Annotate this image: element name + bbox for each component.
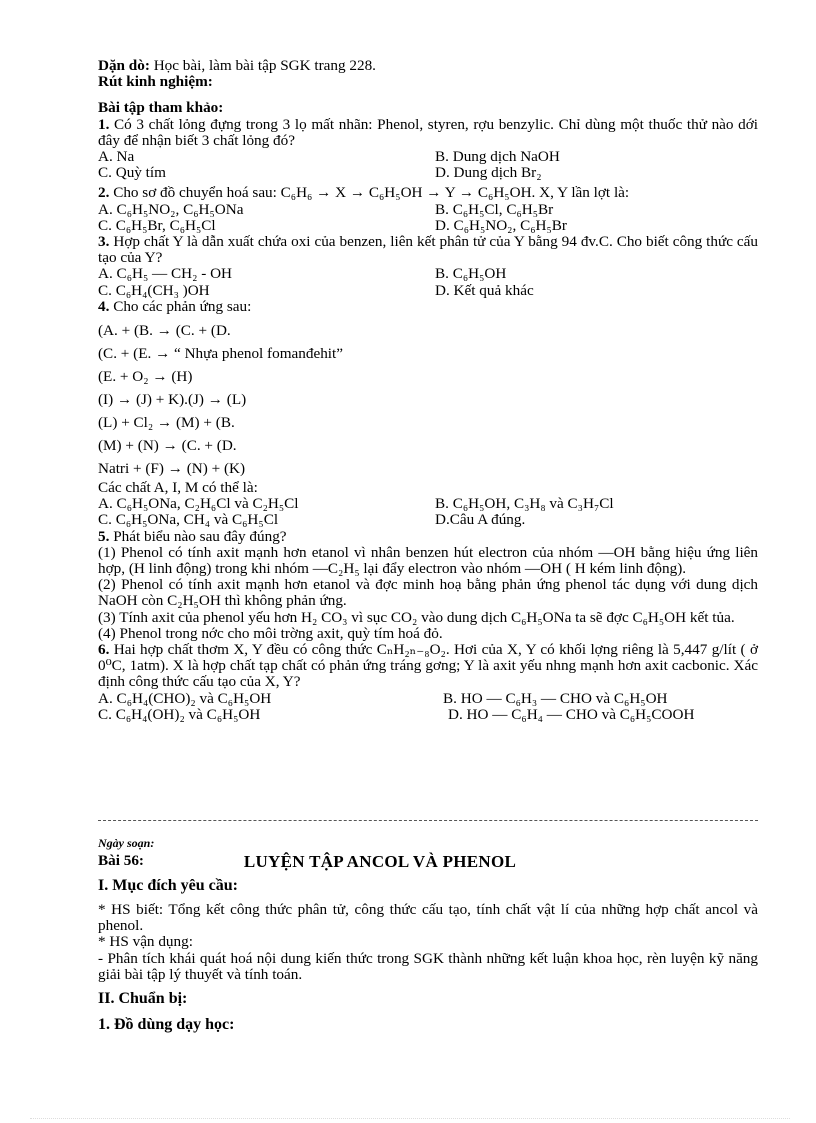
question-number: 5. bbox=[98, 527, 110, 545]
question-text: Phát biểu nào sau đây đúng? bbox=[109, 527, 287, 545]
question-number: 4. bbox=[98, 297, 110, 315]
answer-d: D. Kết quả khác bbox=[435, 281, 534, 299]
lesson-body bbox=[98, 876, 758, 1035]
date-prepared-label: Ngày soạn: bbox=[98, 836, 155, 850]
answer-row bbox=[98, 283, 758, 299]
answer-c: C. C₆H₄(CH₃ )OH bbox=[98, 281, 210, 299]
answer-a: A. C₆H₅ONa, C₂H₆Cl và C₂H₅Cl bbox=[98, 495, 299, 513]
answer-a: A. C₆H₅ — CH₂ - OH bbox=[98, 265, 233, 283]
question-text: Hai hợp chất thơm X, Y đều có công thức CₙH₂ₙ₋₈O₂. Hơi của X, Y có khối lợng riêng là 5,447 g/lít ( ở 0⁰C, 1atm). X là hợp chất tạp chất có phản ứng tráng gơng; Y là axit yếu nhng mạnh hơn axit cacbonic. Xác định công thức cấu tạo của X, Y? bbox=[98, 640, 758, 691]
section-divider bbox=[98, 820, 758, 821]
objective-apply-detail: - Phân tích khái quát hoá nội dung kiến thức trong SGK thành những kết luận khoa học, rèn luyện kỹ năng giải bài tập lý thuyết và tính toán. bbox=[98, 949, 758, 983]
question-number: 2. bbox=[98, 184, 110, 202]
exercise-heading: Bài tập tham khảo: bbox=[98, 99, 224, 117]
section-preparation: II. Chuẩn bị: bbox=[98, 990, 188, 1008]
question-3 bbox=[98, 234, 758, 266]
answer-row bbox=[98, 691, 758, 707]
dan-do-text: Học bài, làm bài tập SGK trang 228. bbox=[149, 57, 376, 74]
answer-d: D. Dung dịch Br₂ bbox=[435, 164, 542, 182]
answer-c: C. Quỳ tím bbox=[98, 164, 166, 182]
answer-d: D. C₆H₅NO₂, C₆H₅Br bbox=[435, 216, 567, 234]
question-text: Hợp chất Y là dẫn xuất chứa oxi của benzen, liên kết phân tử của Y bằng 94 đv.C. Cho biết công thức cấu tạo của Y? bbox=[98, 232, 758, 267]
question-1 bbox=[98, 117, 758, 149]
question-number: 1. bbox=[98, 115, 110, 133]
answer-b: B. Dung dịch NaOH bbox=[435, 148, 560, 166]
reaction-line: (A. + (B. → (C. + (D. bbox=[98, 321, 231, 339]
answer-c: C. C₆H₄(OH)₂ và C₆H₅OH bbox=[98, 705, 261, 723]
statement-2: (2) Phenol có tính axit mạnh hơn etanol và đợc minh hoạ bằng phản ứng phenol tác dụng với dung dịch NaOH còn C₂H₅OH thì không phản ứng. bbox=[98, 576, 758, 610]
question-6 bbox=[98, 642, 758, 691]
question-text: Có 3 chất lỏng đựng trong 3 lọ mất nhãn: Phenol, styren, rợu benzylic. Chỉ dùng một thuốc thử nào dới đây để nhận biết 3 chất lỏng đó? bbox=[98, 115, 758, 149]
statement-1: (1) Phenol có tính axit mạnh hơn etanol vì nhân benzen hút electron của nhóm —OH bằng hiệu ứng liên hợp, (H linh động) trong khi nhóm —C₂H₅ lại đẩy electron vào nhóm —OH ( H kém linh động). bbox=[98, 543, 758, 577]
answer-row bbox=[98, 512, 758, 528]
question-2 bbox=[98, 185, 758, 201]
reaction-line: (C. + (E. → “ Nhựa phenol fomanđehit” bbox=[98, 344, 343, 362]
answer-c: C. C₆H₅Br, C₆H₅Cl bbox=[98, 216, 216, 234]
answer-b: B. C₆H₅OH bbox=[435, 265, 507, 283]
page-bottom-border bbox=[30, 1118, 790, 1119]
answer-d: D.Câu A đúng. bbox=[435, 511, 526, 529]
reaction-line: Natri + (F) → (N) + (K) bbox=[98, 459, 246, 477]
answer-row bbox=[98, 218, 758, 234]
answer-b: B. C₆H₅OH, C₃H₈ và C₃H₇Cl bbox=[435, 495, 614, 513]
answer-row bbox=[98, 202, 758, 218]
experience-heading: Rút kinh nghiệm: bbox=[98, 73, 213, 91]
answer-row bbox=[98, 707, 758, 723]
question-text: Cho sơ đồ chuyển hoá sau: C₆H₆ → X → C₆H₅OH → Y → C₆H₅OH. X, Y lần lợt là: bbox=[109, 184, 630, 202]
dan-do-label: Dặn dò: bbox=[98, 57, 150, 74]
answer-a: A. C₆H₄(CHO)₂ và C₆H₅OH bbox=[98, 689, 272, 707]
lesson-title: LUYỆN TẬP ANCOL VÀ PHENOL bbox=[243, 852, 517, 871]
objective-know: * HS biết: Tổng kết công thức phân tử, công thức cấu tạo, tính chất vật lí của những hợp chất ancol và phenol. bbox=[98, 901, 758, 935]
section-teaching-tools: 1. Đồ dùng dạy học: bbox=[98, 1016, 235, 1034]
answer-b: B. C₆H₅Cl, C₆H₅Br bbox=[435, 200, 554, 218]
reaction-line: (E. + O₂ → (H) bbox=[98, 367, 193, 385]
document-body bbox=[98, 58, 758, 723]
lesson-number: Bài 56: bbox=[98, 852, 144, 869]
answer-d: D. HO — C₆H₄ — CHO và C₆H₅COOH bbox=[448, 705, 695, 723]
objective-apply: * HS vận dụng: bbox=[98, 933, 193, 951]
answer-a: A. Na bbox=[98, 148, 135, 166]
answer-row bbox=[98, 266, 758, 282]
answer-c: C. C₆H₅ONa, CH₄ và C₆H₅Cl bbox=[98, 511, 279, 529]
statement-3: (3) Tính axit của phenol yếu hơn H₂ CO₃ vì sục CO₂ vào dung dịch C₆H₅ONa ta sẽ đợc C₆H₅OH kết tủa. bbox=[98, 608, 735, 626]
answer-b: B. HO — C₆H₃ — CHO và C₆H₅OH bbox=[443, 689, 668, 707]
question-4-prompt: Các chất A, I, M có thể là: bbox=[98, 478, 258, 496]
reaction-line: (I) → (J) + K).(J) → (L) bbox=[98, 390, 247, 408]
reaction-line: (L) + Cl₂ → (M) + (B. bbox=[98, 413, 235, 431]
question-4 bbox=[98, 299, 758, 315]
question-text: Cho các phản ứng sau: bbox=[109, 297, 252, 315]
answer-row bbox=[98, 149, 758, 165]
answer-row bbox=[98, 165, 758, 181]
question-number: 6. bbox=[98, 640, 110, 658]
homework-line bbox=[98, 58, 758, 74]
reaction-line: (M) + (N) → (C. + (D. bbox=[98, 436, 237, 454]
section-objectives: I. Mục đích yêu cầu: bbox=[98, 877, 238, 894]
question-number: 3. bbox=[98, 232, 110, 250]
answer-a: A. C₆H₅NO₂, C₆H₅ONa bbox=[98, 200, 244, 218]
statement-4: (4) Phenol trong nớc cho môi trờng axit, quỳ tím hoá đỏ. bbox=[98, 624, 443, 642]
question-5 bbox=[98, 529, 758, 545]
answer-row bbox=[98, 496, 758, 512]
